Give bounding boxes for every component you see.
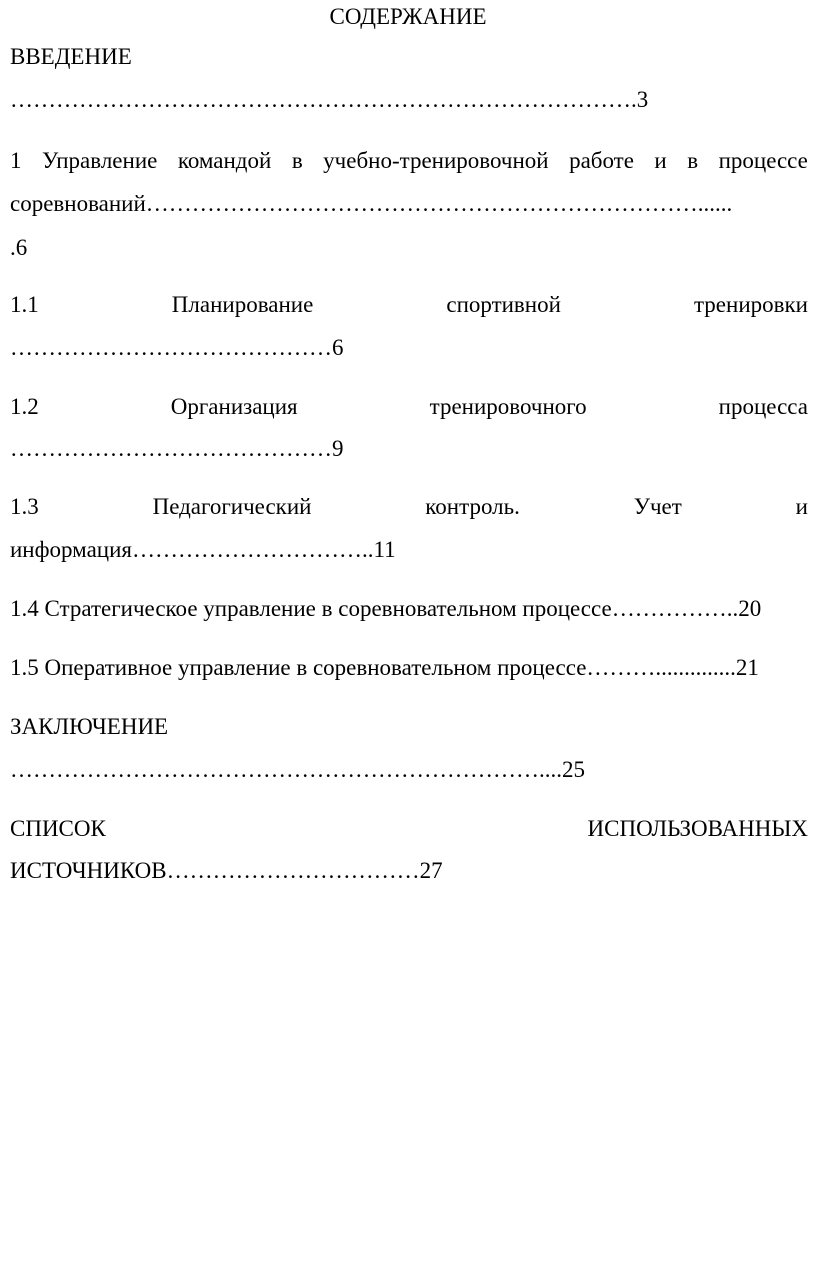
toc-ch1-word: Управление [41, 148, 158, 173]
toc-s11-leader: ……………………………………6 [10, 335, 344, 360]
toc-conclusion-leader: ……………………………………………………………....25 [10, 757, 585, 782]
toc-ch1-word: в [291, 148, 303, 173]
toc-ch1-word: учебно-тренировочной [323, 148, 549, 173]
toc-sources-word: ИСПОЛЬЗОВАННЫХ [587, 816, 808, 841]
toc-s12-line1 [10, 395, 808, 418]
toc-s13-word: и [795, 494, 808, 519]
toc-s13-word: контроль. [425, 494, 520, 519]
toc-s12-leader: ……………………………………9 [10, 436, 344, 461]
toc-s11-word: 1.1 [10, 292, 39, 317]
toc-ch1-word: и [654, 148, 667, 173]
toc-ch1-word: командой [177, 148, 272, 173]
toc-s11-word: спортивной [446, 292, 561, 317]
toc-sources-line1 [10, 817, 808, 840]
toc-conclusion-label: ЗАКЛЮЧЕНИЕ [10, 714, 169, 739]
toc-s13-word: 1.3 [10, 494, 39, 519]
toc-s11-word: тренировки [693, 292, 808, 317]
toc-ch1-word: работе [569, 148, 634, 173]
toc-s15-line: 1.5 Оперативное управление в соревновательном процессе………..............21 [10, 655, 759, 680]
toc-s11-word: Планирование [171, 292, 314, 317]
toc-s13-word: Педагогический [152, 494, 312, 519]
toc-s12-word: 1.2 [10, 394, 39, 419]
toc-sources-word: СПИСОК [10, 816, 106, 841]
toc-ch1-word: 1 [10, 148, 22, 173]
toc-ch1-word: процессе [718, 148, 808, 173]
toc-ch1-line2: соревнований………………………………………………………………...... [10, 191, 733, 216]
toc-sources-line2: ИСТОЧНИКОВ……………………………27 [10, 858, 443, 883]
toc-s12-word: процесса [718, 394, 808, 419]
toc-intro-label: ВВЕДЕНИЕ [10, 44, 132, 69]
toc-ch1-word: в [687, 148, 699, 173]
toc-s13-line2: информация…………………………..11 [10, 537, 396, 562]
toc-s13-line1 [10, 495, 808, 518]
toc-s11-line1 [10, 293, 808, 316]
toc-ch1-page: .6 [10, 235, 28, 260]
toc-s14-line: 1.4 Стратегическое управление в соревновательном процессе……………..20 [10, 596, 762, 621]
toc-intro-leader: ……………………………………………………………………….3 [10, 87, 649, 112]
toc-s12-word: Организация [170, 394, 298, 419]
toc-title: СОДЕРЖАНИЕ [329, 4, 487, 29]
toc-ch1-line1 [10, 149, 808, 172]
toc-s12-word: тренировочного [429, 394, 587, 419]
toc-s13-word: Учет [633, 494, 682, 519]
